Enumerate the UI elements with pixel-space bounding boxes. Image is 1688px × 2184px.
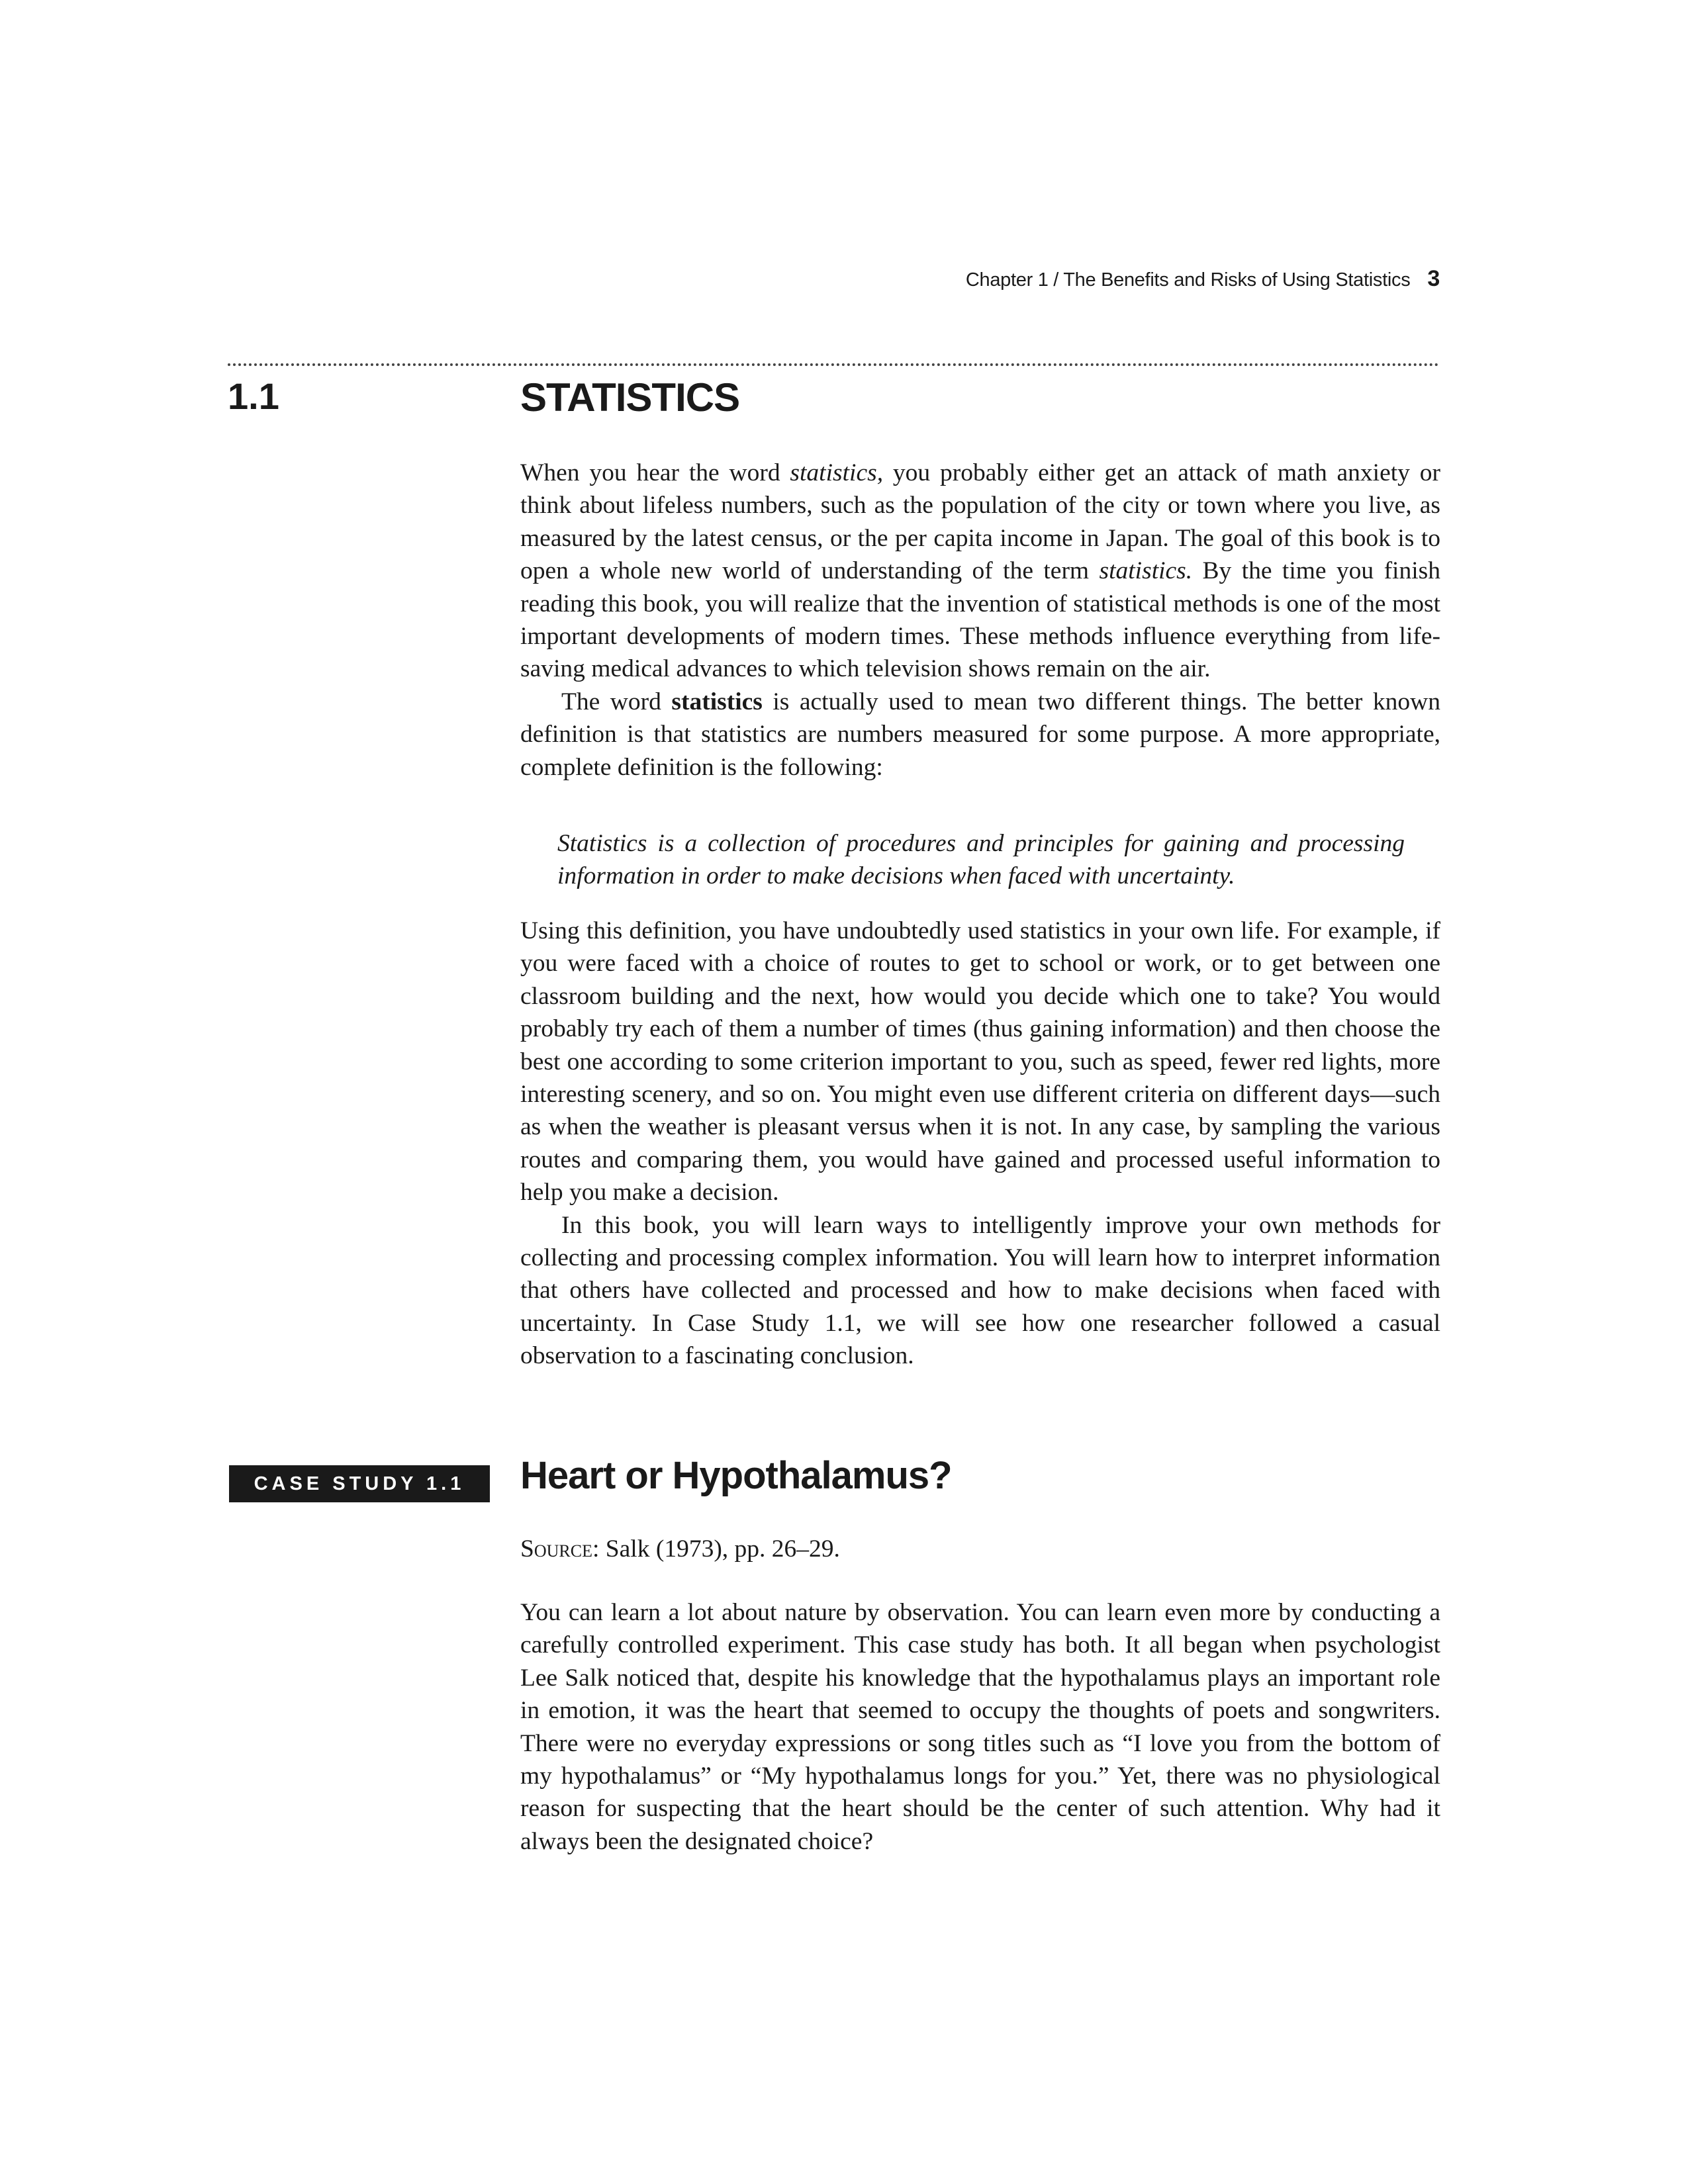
case-study-title: Heart or Hypothalamus? xyxy=(520,1454,952,1497)
paragraph-case-study: You can learn a lot about nature by observation. You can learn even more by conducting a carefully controlled experiment. This case study has both. It all began when psychologist Lee Salk noticed that, despite his knowledge that the hypothalamus plays an important role in emotion, it was the heart that seemed to occupy the thoughts of poets and songwriters. There were no everyday expressions or song titles such as “I love you from the bottom of my hypothalamus” or “My hypothalamus longs for you.” Yet, there was no physiological reason for suspecting that the heart should be the center of such attention. Why had it always been the designated choice? xyxy=(520,1599,1440,1855)
case-study-label: CASE STUDY 1.1 xyxy=(229,1465,490,1502)
running-head-title: Chapter 1 / The Benefits and Risks of Using Statistics xyxy=(965,269,1411,291)
section-title: STATISTICS xyxy=(520,375,740,420)
source-label: Source: xyxy=(520,1535,600,1563)
section-body-continued xyxy=(520,915,1440,1373)
emphasis: statistics, xyxy=(790,459,884,486)
text-run: By the time you finish reading this book, you will realize that the invention of statistical methods is one of the most important developments of modern times. These methods influence everything from life-saving medical advances to which television shows remain on the air. xyxy=(520,557,1440,683)
source-citation: Salk (1973), pp. 26–29. xyxy=(599,1535,840,1563)
paragraph-intro xyxy=(520,457,1440,686)
text-run: When you hear the word xyxy=(520,459,790,486)
paragraph-definition-lead xyxy=(520,686,1440,784)
section-body xyxy=(520,457,1440,784)
page-number: 3 xyxy=(1427,266,1440,291)
text-run: The word xyxy=(561,688,672,715)
text-run: is actually used to mean two different things. The better known definition is that statistics are numbers measured for some purpose. A more appropriate, complete definition is the following: xyxy=(520,688,1440,781)
bold-term: statistics xyxy=(671,688,763,715)
section-number: 1.1 xyxy=(228,375,279,417)
text-run: you probably either get an attack of math anxiety or think about lifeless numbers, such as the population of the city or town where you live, as measured by the latest census, or the per capita income in Japan. The goal of this book is to open a whole new world of understanding of the term xyxy=(520,459,1440,585)
case-study-body xyxy=(520,1596,1440,1858)
definition-quote: Statistics is a collection of procedures and principles for gaining and processing information in order to make decisions when faced with uncertainty. xyxy=(557,830,1405,890)
paragraph-example: Using this definition, you have undoubtedly used statistics in your own life. For example, if you were faced with a choice of routes to get to school or work, or to get between one classroom building and the next, how would you decide which one to take? You would probably try each of them a number of times (thus gaining information) and then choose the best one according to some criterion important to you, such as speed, fewer red lights, more interesting scenery, and so on. You might even use different criteria on different days—such as when the weather is pleasant versus when it is not. In any case, by sampling the various routes and comparing them, you would have gained and processed useful information to help you make a decision. xyxy=(520,917,1440,1206)
paragraph-book-goals: In this book, you will learn ways to intelligently improve your own methods for collecting and processing complex information. You will learn how to interpret information that others have collected and processed and how to make decisions when faced with uncertainty. In Case Study 1.1, we will see how one researcher followed a casual observation to a fascinating conclusion. xyxy=(520,1211,1440,1370)
case-study-source xyxy=(520,1533,840,1565)
section-divider xyxy=(228,363,1439,366)
running-head xyxy=(966,266,1440,292)
emphasis: statistics. xyxy=(1099,557,1193,585)
